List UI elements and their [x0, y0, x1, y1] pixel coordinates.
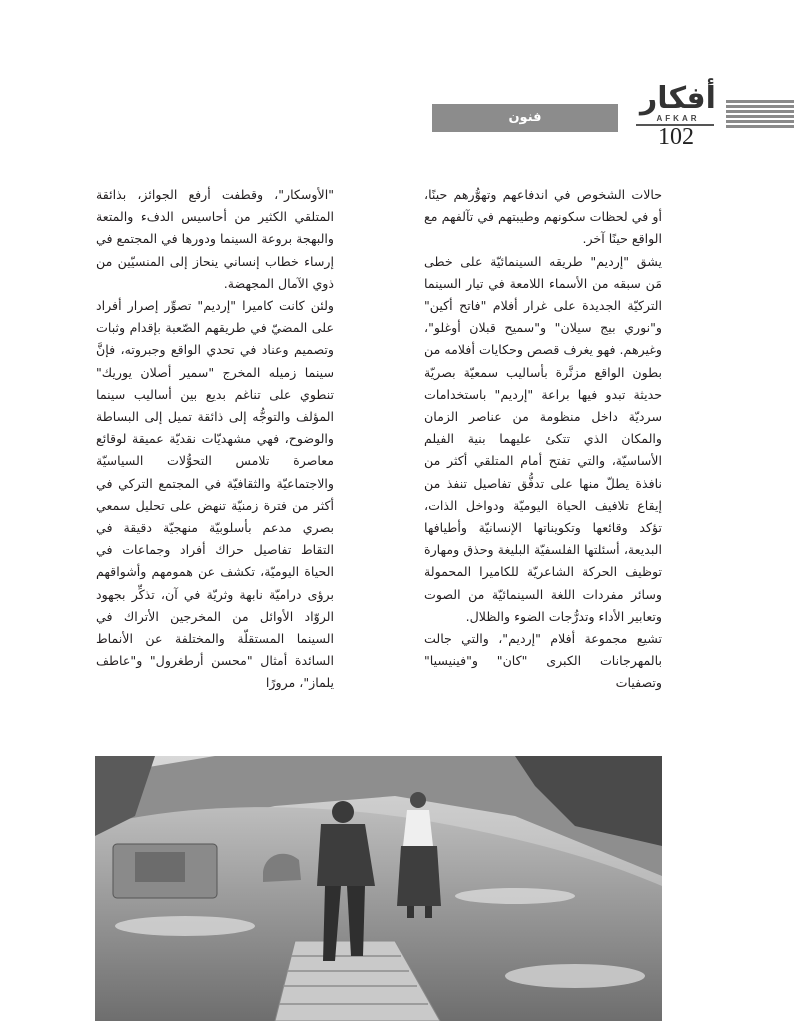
- paragraph: تشيع مجموعة أفلام "إرديم"، والتي جالت بالمهرجانات الكبرى "كان" و"فينيسيا" وتصفيات: [424, 631, 662, 691]
- article-column-left: [96, 184, 334, 746]
- page-header: [0, 80, 794, 160]
- paragraph: ولئن كانت كاميرا "إرديم" تصوِّر إصرار أفراد على المضيّ في طريقهم الصّعبة بإقدام وثبات وتصميم وعناد في تحدي الواقع وجبروته، فإنَّ سينما زميله المخرج "سمير أصلان يوريك" تنطوي على تناغم بديع بين أساليب سينما المؤلف والتوجُّه إلى ذائقة تميل إلى البساطة والوضوح، فهي مشهديّات نقديّة عميقة لوقائع معاصرة تلامس التحوُّلات السياسيّة والاجتماعيّة والثقافيّة في المجتمع التركي في أكثر من فترة زمنيّة تنهض على تحليل سمعي بصري مدعم بأسلوبيّة منهجيّة دقيقة في التقاط تفاصيل حراك أفراد وجماعات في الحياة اليوميّة، تكشف عن همومهم وأشواقهم برؤى دراميّة نابهة وثريّة في آن، تذكِّر بجهود الروّاد الأوائل من المخرجين الأتراك في السينما المستقلّة والمختلفة عن الأنماط السائدة أمثال "محسن أرطغرول" و"عاطف يلماز"، مرورًا: [96, 298, 334, 691]
- decorative-stripes: [726, 100, 794, 132]
- magazine-logo-latin: AFKAR: [656, 114, 700, 123]
- paragraph: حالات الشخوص في اندفاعهم وتهوُّرهم حينًا، أو في لحظات سكونهم وطيبتهم في تآلفهم مع الواقع حينًا آخر.: [424, 187, 662, 247]
- section-label: فنون: [432, 104, 618, 132]
- photo-illustration: [95, 756, 662, 1021]
- paragraph: "الأوسكار"، وقطفت أرفع الجوائز، بذائقة المتلقي الكثير من أحاسيس الدفء والمتعة والبهجة بروعة السينما ودورها في المجتمع في إرساء خطاب إنساني ينحاز إلى المنسيّين من ذوي الآمال المجهضة.: [96, 187, 334, 291]
- fountain-plaque: [135, 852, 185, 882]
- film-still-photo: [95, 756, 662, 1021]
- paragraph: يشق "إرديم" طريقه السينمائيّة على خطى مَن سبقه من الأسماء اللامعة في تيار السينما التركيّة الجديدة على غرار أفلام "فاتح أكين" و"نوري بيج سيلان" و"سميح قبلان أوغلو"، وغيرهم. فهو يغرف قصص وحكايات أفلامه من بطون الواقع مزنَّرة بأساليب سمعيّة بصريّة حديثة تبدو فيها براعة "إرديم" باستخدامات سرديّة داخل منظومة من عناصر الزمان والمكان الذي تتكئ عليهما بنية الفيلم الأساسيّة، والتي تفتح أمام المتلقي أكثر من نافذة يطلّ منها على تدفُّق تفاصيل تنفذ من إيقاع تلافيف الحياة اليوميّة ودواخل الذات، تؤكد وقائعها وتكويناتها الإنسانيّة وأطيافها البديعة، أسئلتها الفلسفيّة البليغة وحذق ومهارة توظيف الحركة الشاعريّة للكاميرا المحمولة وسائر مفردات اللغة السينمائيّة من الصوت وتعابير الأداء وتدرُّجات الضوء والظلال.: [424, 253, 662, 624]
- magazine-logo: أفكار: [640, 81, 716, 116]
- article-column-right: [424, 184, 662, 746]
- page-number: 102: [658, 124, 694, 150]
